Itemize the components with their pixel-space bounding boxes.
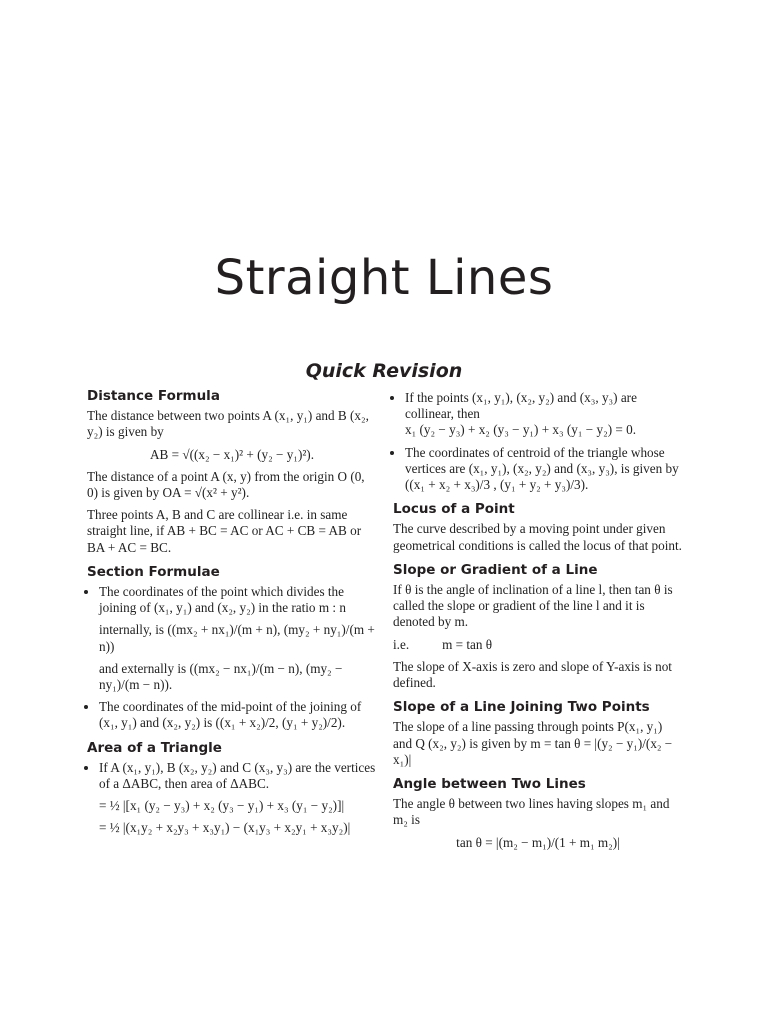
- section-bullet-1: The coordinates of the point which divides the joining of (x₁, y₁) and (x₂, y₂) in the ratio m : n: [99, 584, 346, 616]
- list-item: [99, 760, 377, 837]
- collinear-list: [393, 390, 683, 493]
- slope-two-points-text: The slope of a line passing through points P(x₁, y₁) and Q (x₂, y₂) is given by m = tan θ = |(y₂ − y₁)/(x₂ − x₁)|: [393, 719, 673, 767]
- angle-section: [393, 776, 683, 851]
- section-formulae-heading: Section Formulae: [87, 563, 220, 580]
- slope-heading: Slope or Gradient of a Line: [393, 561, 598, 578]
- slope-two-points-section: [393, 699, 683, 768]
- distance-heading: Distance Formula: [87, 388, 220, 404]
- list-item: [405, 390, 683, 439]
- collinear-equation: x₁ (y₂ − y₃) + x₂ (y₃ − y₁) + x₃ (y₁ − y₂) = 0.: [405, 422, 637, 438]
- section-formulae-list: [87, 584, 377, 732]
- angle-equation: tan θ = |(m₂ − m₁)/(1 + m₁ m₂)|: [456, 834, 620, 850]
- collinear-bullet: If the points (x₁, y₁), (x₂, y₂) and (x₃, y₃) are collinear, then: [405, 390, 637, 422]
- list-item: [405, 445, 683, 494]
- distance-equation: AB = √((x₂ − x₁)² + (y₂ − y₁)²).: [149, 446, 314, 462]
- area-equation-2: = ½ |(x₁y₂ + x₂y₃ + x₃y₁) − (x₁y₃ + x₂y₁ + x₃y₂)|: [99, 820, 351, 836]
- list-item: [99, 584, 377, 693]
- area-equation-1: = ½ |[x₁ (y₂ − y₃) + x₂ (y₃ − y₁) + x₃ (y₁ − y₂)]|: [99, 798, 345, 814]
- page-title: Straight Lines: [214, 250, 554, 306]
- section-internal: internally, is ((mx₂ + nx₁)/(m + n), (my₂ + ny₁)/(m + n)): [99, 622, 375, 654]
- locus-heading: Locus of a Point: [393, 501, 515, 518]
- area-bullet-1: If A (x₁, y₁), B (x₂, y₂) and C (x₃, y₃) are the vertices of a ΔABC, then area of ΔABC.: [99, 759, 376, 792]
- section-bullet-2: The coordinates of the mid-point of the joining of (x₁, y₁) and (x₂, y₂) is ((x₁ + x₂)/2, (y₁ + y₂)/2).: [99, 699, 362, 731]
- slope-section: [393, 562, 683, 691]
- section-subtitle: Quick Revision: [305, 360, 463, 382]
- section-formulae-section: [87, 564, 377, 732]
- slope-text-2: The slope of X-axis is zero and slope of Y-axis is not defined.: [393, 658, 672, 691]
- locus-text: The curve described by a moving point under given geometrical conditions is called the locus of that point.: [393, 521, 682, 553]
- angle-heading: Angle between Two Lines: [393, 776, 586, 793]
- centroid-bullet: The coordinates of centroid of the triangle whose vertices are (x₁, y₁), (x₂, y₂) and (x₃, y₃), is given by ((x₁ + x₂ + x₃)/3 , (y₁ + y₂ + y₃)/3).: [405, 444, 679, 493]
- area-section: [87, 740, 377, 837]
- list-item: [99, 699, 377, 731]
- slope-text-1: If θ is the angle of inclination of a line l, then tan θ is called the slope or gradient of the line l and it is denoted by m.: [393, 582, 673, 630]
- locus-section: [393, 501, 683, 554]
- area-list: [87, 760, 377, 837]
- area-heading: Area of a Triangle: [87, 739, 222, 756]
- left-column: [87, 388, 377, 843]
- distance-text-3: Three points A, B and C are collinear i.e. in same straight line, if AB + BC = AC or AC + CB = AB or BA + AC = BC.: [87, 507, 362, 555]
- right-column: [393, 390, 683, 857]
- slope-two-points-heading: Slope of a Line Joining Two Points: [393, 699, 650, 716]
- distance-section: [87, 388, 377, 556]
- section-external: and externally is ((mx₂ − nx₁)/(m − n), (my₂ − ny₁)/(m − n)).: [99, 660, 343, 693]
- distance-text-1: The distance between two points A (x₁, y₁) and B (x₂, y₂) is given by: [87, 408, 369, 440]
- distance-text-2: The distance of a point A (x, y) from the origin O (0, 0) is given by OA = √(x² + y²).: [87, 468, 365, 501]
- angle-text: The angle θ between two lines having slopes m₁ and m₂ is: [393, 796, 670, 828]
- slope-ie: i.e. m = tan θ: [393, 636, 493, 652]
